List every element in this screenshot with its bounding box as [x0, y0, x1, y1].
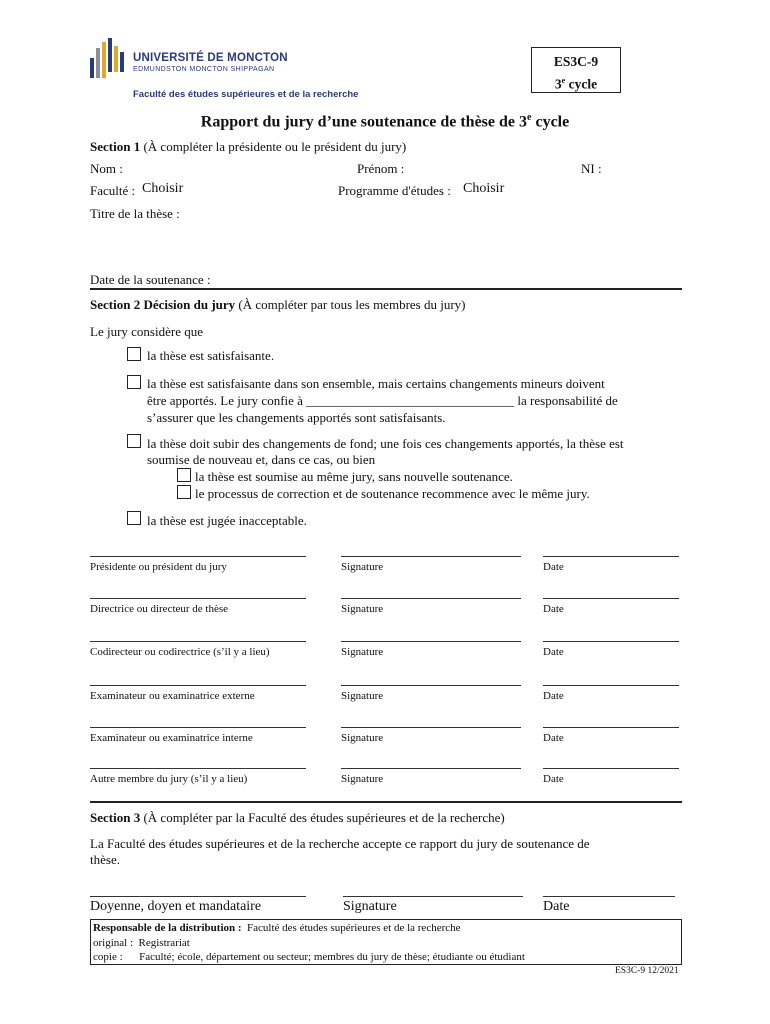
signature-row-role: Examinateur ou examinatrice interne: [90, 732, 253, 744]
sub-option-meme-jury-checkbox[interactable]: [177, 468, 191, 482]
signature-row-role-line[interactable]: [90, 768, 306, 769]
signature-row-signature-line[interactable]: [341, 641, 521, 642]
sub-option-meme-jury-label: la thèse est soumise au même jury, sans nouvelle soutenance.: [195, 469, 513, 484]
section1-heading: Section 1 (À compléter la présidente ou le président du jury): [90, 139, 407, 154]
sub-option-processus-checkbox[interactable]: [177, 485, 191, 499]
doyen-signature-label: Signature: [343, 899, 397, 914]
signature-row-date-line[interactable]: [543, 685, 679, 686]
section2-heading: Section 2 Décision du jury (À compléter par tous les membres du jury): [90, 297, 466, 312]
signature-row-date-label: Date: [543, 603, 564, 615]
form-code-box: [531, 47, 621, 93]
titre-label: Titre de la thèse :: [90, 206, 180, 221]
doyen-signature-line-2[interactable]: [343, 896, 523, 897]
signature-row-date-label: Date: [543, 646, 564, 658]
signature-row-date-label: Date: [543, 690, 564, 702]
signature-row-role-line[interactable]: [90, 556, 306, 557]
doyen-date-label: Date: [543, 899, 570, 914]
signature-row-signature-line[interactable]: [341, 727, 521, 728]
signature-row-role: Codirecteur ou codirectrice (s’il y a lieu): [90, 646, 270, 658]
signature-row-date-line[interactable]: [543, 768, 679, 769]
signature-row-role: Autre membre du jury (s’il y a lieu): [90, 773, 248, 785]
option-changements-fond-label-cont: soumise de nouveau et, dans ce cas, ou bien: [147, 452, 376, 467]
signature-row-date-label: Date: [543, 561, 564, 573]
signature-row-signature-label: Signature: [341, 603, 384, 615]
university-name: UNIVERSITÉ DE MONCTON: [133, 52, 288, 64]
signature-row-role-line[interactable]: [90, 598, 306, 599]
section-divider: [90, 801, 682, 803]
signature-row-role-line[interactable]: [90, 641, 306, 642]
university-logo: [90, 38, 124, 82]
signature-row-signature-line[interactable]: [341, 598, 521, 599]
option-satisfaisante-label: la thèse est satisfaisante.: [147, 348, 275, 363]
footer-code: ES3C-9 12/2021: [615, 966, 679, 976]
option-inacceptable-checkbox[interactable]: [127, 511, 141, 525]
nom-label: Nom :: [90, 161, 123, 176]
section3-heading: Section 3 (À compléter par la Faculté des études supérieures et de la recherche): [90, 810, 505, 825]
distribution-responsable: Responsable de la distribution : Faculté des études supérieures et de la recherche: [93, 922, 461, 934]
signature-row-signature-label: Signature: [341, 646, 384, 658]
ni-label: NI :: [581, 161, 602, 176]
sub-option-processus-label: le processus de correction et de soutenance recommence avec le même jury.: [195, 486, 590, 501]
distribution-copie: copie : Faculté; école, département ou secteur; membres du jury de thèse; étudiante ou étudiant: [93, 951, 525, 963]
signature-row-signature-label: Signature: [341, 690, 384, 702]
signature-row-date-line[interactable]: [543, 641, 679, 642]
university-campuses: EDMUNDSTON MONCTON SHIPPAGAN: [133, 66, 275, 73]
distribution-original: original : Registrariat: [93, 936, 190, 949]
distribution-box: [90, 919, 682, 965]
form-code: ES3C-9: [553, 54, 599, 69]
section3-text: La Faculté des études supérieures et de la recherche accepte ce rapport du jury de soutenance de: [90, 836, 590, 851]
signature-row-role: Directrice ou directeur de thèse: [90, 603, 229, 615]
signature-row-date-label: Date: [543, 773, 564, 785]
section3-text-cont: thèse.: [90, 852, 120, 867]
signature-row-signature-line[interactable]: [341, 768, 521, 769]
signature-row-date-line[interactable]: [543, 727, 679, 728]
prenom-label: Prénom :: [357, 161, 405, 176]
option-changements-fond-label: la thèse doit subir des changements de fond; une fois ces changements apportés, la thèse est: [147, 436, 624, 451]
signature-row-role-line[interactable]: [90, 727, 306, 728]
signature-row-date-line[interactable]: [543, 556, 679, 557]
faculte-label: Faculté :: [90, 183, 136, 198]
form-cycle: 3e cycle: [554, 76, 598, 92]
date-soutenance-label: Date de la soutenance :: [90, 272, 211, 287]
option-satisfaisante-checkbox[interactable]: [127, 347, 141, 361]
programme-label: Programme d'études :: [338, 183, 451, 198]
signature-row-role: Examinateur ou examinatrice externe: [90, 690, 255, 702]
option-changements-mineurs-checkbox[interactable]: [127, 375, 141, 389]
doyen-label: Doyenne, doyen et mandataire: [90, 899, 262, 914]
option-inacceptable-label: la thèse est jugée inacceptable.: [147, 513, 307, 528]
faculte-select[interactable]: Choisir: [142, 181, 184, 196]
signature-row-role: Présidente ou président du jury: [90, 561, 227, 573]
section-divider: [90, 288, 682, 290]
signature-row-date-line[interactable]: [543, 598, 679, 599]
option-changements-fond-checkbox[interactable]: [127, 434, 141, 448]
signature-row-signature-label: Signature: [341, 732, 384, 744]
faculty-name: Faculté des études supérieures et de la recherche: [133, 89, 359, 100]
signature-row-date-label: Date: [543, 732, 564, 744]
signature-row-signature-line[interactable]: [341, 556, 521, 557]
doyen-signature-line[interactable]: [90, 896, 306, 897]
doyen-date-line[interactable]: [543, 896, 675, 897]
programme-select[interactable]: Choisir: [463, 181, 505, 196]
section2-intro: Le jury considère que: [90, 324, 203, 339]
signature-row-signature-label: Signature: [341, 561, 384, 573]
signature-row-role-line[interactable]: [90, 685, 306, 686]
signature-row-signature-label: Signature: [341, 773, 384, 785]
signature-row-signature-line[interactable]: [341, 685, 521, 686]
option-changements-mineurs-label: la thèse est satisfaisante dans son ensemble, mais certains changements mineurs doivent être apportés. Le jury confie à ________________________________ la responsabilité de s’assurer que les changements apportés sont satisfaisants.: [147, 376, 618, 425]
page-title: Rapport du jury d’une soutenance de thèse de 3e cycle: [200, 112, 570, 131]
